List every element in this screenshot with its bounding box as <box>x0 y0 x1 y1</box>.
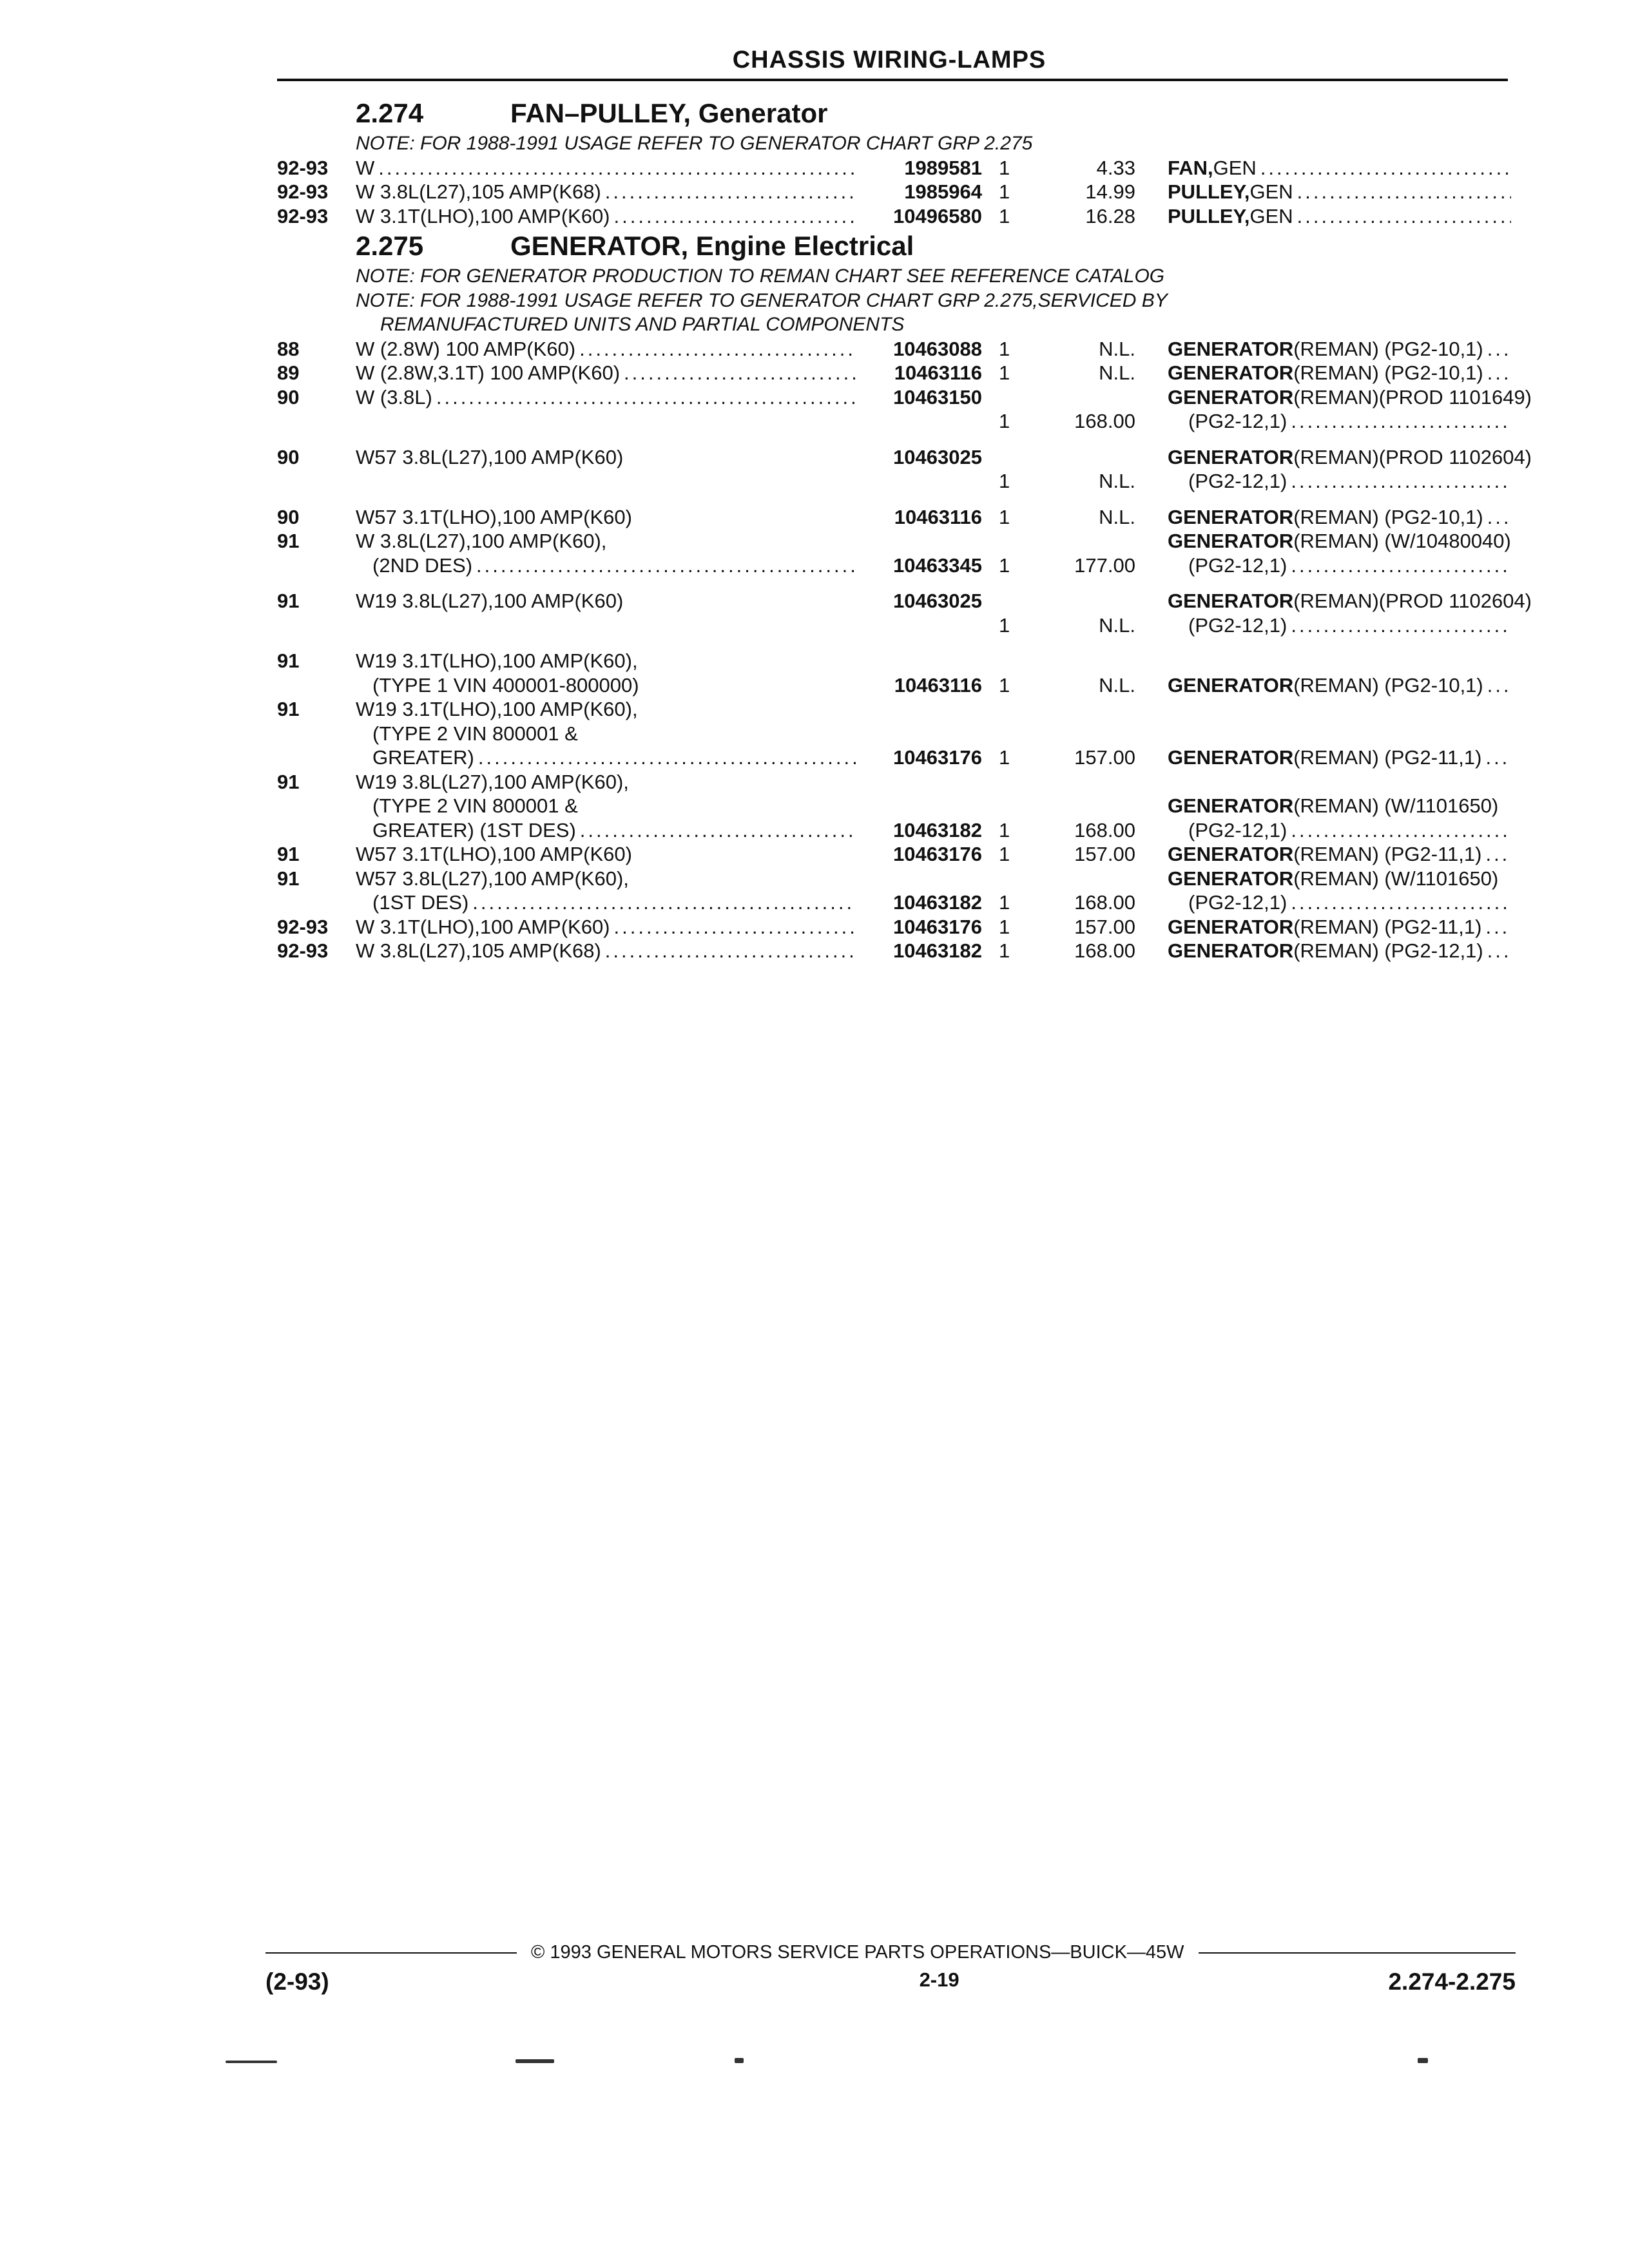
section-name: GENERATOR, Engine Electrical <box>510 231 914 261</box>
description-line <box>1168 180 1511 204</box>
quantity: 1 <box>999 891 1010 914</box>
model-line <box>356 818 982 843</box>
model-description <box>356 180 982 204</box>
part-name: GENERATOR <box>1168 530 1294 552</box>
model-year: 92-93 <box>277 939 329 962</box>
model-text: W19 3.1T(LHO),100 AMP(K60), <box>356 698 638 720</box>
model-text: (TYPE 2 VIN 800001 & <box>372 722 578 745</box>
quantity: 1 <box>999 180 1010 203</box>
scan-artifact <box>516 2059 554 2063</box>
header-rule <box>277 79 1508 81</box>
part-description <box>1135 385 1532 434</box>
price: 14.99 <box>1085 180 1135 203</box>
dot-leader <box>610 204 856 229</box>
dot-leader <box>1287 613 1511 638</box>
description-text: (REMAN) (PG2-10,1) <box>1293 361 1483 384</box>
description-line <box>1168 673 1511 698</box>
model-year: 91 <box>277 770 300 793</box>
dot-leader <box>1287 553 1511 578</box>
section-note: REMANUFACTURED UNITS AND PARTIAL COMPONENTS <box>380 314 905 335</box>
parts-catalog <box>277 95 1532 963</box>
section-note: NOTE: FOR 1988-1991 USAGE REFER TO GENERATOR CHART GRP 2.275,SERVICED BY <box>356 289 1168 311</box>
part-description <box>1135 361 1511 385</box>
description-text: (REMAN) (PG2-12,1) <box>1293 939 1483 962</box>
part-number: 10463182 <box>893 891 982 914</box>
model-text: W57 3.8L(L27),100 AMP(K60) <box>356 445 624 468</box>
page-number: 2-19 <box>919 1968 959 1991</box>
quantity: 1 <box>999 843 1010 865</box>
dot-leader <box>1481 842 1511 867</box>
part-name: GENERATOR <box>1168 590 1294 612</box>
description-line <box>1168 553 1511 578</box>
description-line <box>1168 529 1511 553</box>
part-name: PULLEY, <box>1168 204 1250 227</box>
description-line <box>1168 890 1511 915</box>
dot-leader <box>374 156 856 180</box>
part-number: 10463116 <box>894 505 982 528</box>
price: N.L. <box>1099 505 1135 528</box>
part-number: 10463176 <box>893 843 982 865</box>
description-text: (REMAN) (W/1101650) <box>1293 867 1499 890</box>
price: 168.00 <box>1074 818 1135 841</box>
part-row <box>277 697 1511 770</box>
model-text: W (3.8L) <box>356 385 432 408</box>
price: 168.00 <box>1074 891 1135 914</box>
part-row <box>277 505 1511 530</box>
model-line <box>356 385 982 410</box>
part-number: 10463176 <box>893 746 982 769</box>
quantity: 1 <box>999 156 1010 179</box>
dot-leader <box>1483 361 1511 385</box>
group-range: 2.274-2.275 <box>1388 1968 1516 1995</box>
dot-leader <box>1483 505 1511 530</box>
description-text: (PG2-12,1) <box>1188 410 1287 432</box>
model-description <box>356 842 982 867</box>
part-description <box>1135 842 1511 867</box>
model-text: GREATER) <box>372 746 474 769</box>
part-number: 10463088 <box>893 337 982 360</box>
part-row <box>277 589 1532 637</box>
quantity: 1 <box>999 553 1010 577</box>
dot-leader <box>620 361 856 385</box>
quantity: 1 <box>999 613 1010 637</box>
date-code: (2-93) <box>265 1968 329 1995</box>
model-text: W (2.8W) 100 AMP(K60) <box>356 337 576 360</box>
part-row <box>277 529 1511 577</box>
model-line <box>356 939 982 963</box>
dot-leader <box>601 939 856 963</box>
footer-rule-left <box>265 1952 517 1954</box>
model-text: W 3.8L(L27),100 AMP(K60), <box>356 530 607 552</box>
model-line <box>356 794 982 818</box>
part-number: 10463182 <box>893 939 982 962</box>
part-row <box>277 867 1511 915</box>
model-line <box>356 890 982 915</box>
description-line <box>1168 469 1511 494</box>
page-footer <box>265 1942 1516 1995</box>
model-text: W19 3.8L(L27),100 AMP(K60), <box>356 770 629 793</box>
dot-leader <box>472 553 856 578</box>
dot-leader <box>1481 915 1511 939</box>
dot-leader <box>468 890 856 915</box>
model-description <box>356 867 982 915</box>
model-line <box>356 722 982 746</box>
price: 168.00 <box>1074 939 1135 962</box>
model-text: W 3.8L(L27),105 AMP(K68) <box>356 180 601 203</box>
model-line <box>356 589 982 613</box>
dot-leader <box>432 385 856 410</box>
part-description <box>1135 529 1511 577</box>
section-number: 2.274 <box>356 98 424 128</box>
dot-leader <box>575 337 856 361</box>
model-year: 91 <box>277 649 300 672</box>
model-text: (TYPE 2 VIN 800001 & <box>372 794 578 817</box>
dot-leader <box>610 915 856 939</box>
part-name: GENERATOR <box>1168 843 1294 865</box>
dot-leader <box>601 180 856 204</box>
part-name: GENERATOR <box>1168 445 1294 468</box>
model-year: 91 <box>277 530 300 552</box>
model-line <box>356 553 982 578</box>
description-text: (PG2-12,1) <box>1188 613 1287 637</box>
section-note: NOTE: FOR GENERATOR PRODUCTION TO REMAN CHART SEE REFERENCE CATALOG <box>356 265 1165 287</box>
dot-leader <box>1287 890 1511 915</box>
part-name: GENERATOR <box>1168 505 1294 528</box>
scan-artifact <box>226 2061 277 2063</box>
model-description <box>356 204 982 229</box>
model-year: 90 <box>277 445 300 468</box>
model-description <box>356 697 982 770</box>
model-description <box>356 361 982 385</box>
part-name: GENERATOR <box>1168 794 1294 817</box>
part-description <box>1135 867 1511 915</box>
quantity: 1 <box>999 915 1010 938</box>
part-row <box>277 770 1511 843</box>
description-line <box>1168 361 1511 385</box>
model-year: 91 <box>277 590 300 612</box>
description-line <box>1168 385 1532 410</box>
model-year: 92-93 <box>277 156 329 179</box>
part-description <box>1135 337 1511 361</box>
description-line <box>1168 867 1511 891</box>
description-line <box>1168 204 1511 229</box>
price: N.L. <box>1099 470 1135 492</box>
model-text: W 3.1T(LHO),100 AMP(K60) <box>356 204 610 227</box>
description-text: (PG2-12,1) <box>1188 818 1287 841</box>
dot-leader <box>1293 180 1511 204</box>
model-text: W57 3.1T(LHO),100 AMP(K60) <box>356 843 632 865</box>
model-description <box>356 445 982 494</box>
part-name: PULLEY, <box>1168 180 1250 203</box>
description-text: (REMAN)(PROD 1102604) <box>1293 445 1532 468</box>
section-title <box>277 228 1511 264</box>
price: 168.00 <box>1074 410 1135 432</box>
model-text: W57 3.8L(L27),100 AMP(K60), <box>356 867 629 890</box>
part-description <box>1135 204 1511 229</box>
model-description <box>356 529 982 577</box>
dot-leader <box>1483 673 1511 698</box>
part-description <box>1135 697 1511 770</box>
part-number: 1985964 <box>904 180 982 203</box>
model-year: 91 <box>277 843 300 865</box>
dot-leader <box>1287 818 1511 843</box>
quantity: 1 <box>999 470 1010 492</box>
quantity: 1 <box>999 204 1010 227</box>
quantity: 1 <box>999 818 1010 841</box>
scan-artifact <box>735 2058 744 2063</box>
description-line <box>1168 794 1511 818</box>
part-number: 10463025 <box>893 445 982 468</box>
section-note: NOTE: FOR 1988-1991 USAGE REFER TO GENERATOR CHART GRP 2.275 <box>356 133 1033 154</box>
model-description <box>356 156 982 180</box>
model-text: (1ST DES) <box>372 891 469 914</box>
part-row <box>277 337 1511 361</box>
part-row <box>277 361 1511 385</box>
model-year: 90 <box>277 505 300 528</box>
part-name: GENERATOR <box>1168 746 1294 769</box>
catalog-section <box>277 228 1532 963</box>
part-number: 1989581 <box>904 156 982 179</box>
part-number: 10463182 <box>893 818 982 841</box>
part-name: FAN, <box>1168 156 1213 179</box>
part-name: GENERATOR <box>1168 361 1294 384</box>
model-text: GREATER) (1ST DES) <box>372 818 576 841</box>
description-text: GEN <box>1249 180 1293 203</box>
dot-leader <box>1287 409 1511 434</box>
model-description <box>356 915 982 939</box>
model-line <box>356 505 982 530</box>
scan-artifact <box>1418 2058 1428 2063</box>
description-text: GEN <box>1249 204 1293 227</box>
quantity: 1 <box>999 746 1010 769</box>
description-text: (REMAN) (W/10480040) <box>1293 530 1511 552</box>
model-line <box>356 337 982 361</box>
model-year: 88 <box>277 337 300 360</box>
description-line <box>1168 915 1511 939</box>
section-name: FAN–PULLEY, Generator <box>510 98 828 128</box>
part-number: 10463176 <box>893 915 982 938</box>
price: N.L. <box>1099 361 1135 384</box>
part-description <box>1135 649 1511 697</box>
part-row <box>277 180 1511 204</box>
part-description <box>1135 445 1532 494</box>
part-name: GENERATOR <box>1168 867 1294 890</box>
model-text: (2ND DES) <box>372 553 473 577</box>
description-text: (REMAN) (PG2-11,1) <box>1293 746 1482 769</box>
description-text: (PG2-12,1) <box>1188 891 1287 914</box>
part-number: 10463025 <box>893 590 982 612</box>
model-description <box>356 385 982 434</box>
model-year: 92-93 <box>277 204 329 227</box>
model-year: 90 <box>277 385 300 408</box>
dot-leader <box>1481 745 1511 770</box>
model-text: W19 3.8L(L27),100 AMP(K60) <box>356 590 624 612</box>
description-text: (REMAN) (PG2-10,1) <box>1293 337 1483 360</box>
part-description <box>1135 505 1511 530</box>
description-line <box>1168 939 1511 963</box>
part-name: GENERATOR <box>1168 915 1294 938</box>
description-line <box>1168 156 1511 180</box>
part-description <box>1135 156 1511 180</box>
quantity: 1 <box>999 410 1010 432</box>
model-line <box>356 842 982 867</box>
model-year: 89 <box>277 361 300 384</box>
part-number: 10496580 <box>893 204 982 227</box>
description-text: GEN <box>1213 156 1257 179</box>
part-name: GENERATOR <box>1168 337 1294 360</box>
part-name: GENERATOR <box>1168 385 1294 408</box>
part-number: 10463116 <box>894 673 982 697</box>
model-text: W 3.1T(LHO),100 AMP(K60) <box>356 915 610 938</box>
model-text: (TYPE 1 VIN 400001-800000) <box>372 673 639 697</box>
part-row <box>277 649 1511 697</box>
dot-leader <box>1483 337 1511 361</box>
model-text: W (2.8W,3.1T) 100 AMP(K60) <box>356 361 621 384</box>
dot-leader <box>474 745 856 770</box>
copyright-notice: © 1993 GENERAL MOTORS SERVICE PARTS OPERATIONS—BUICK—45W <box>531 1942 1184 1963</box>
model-description <box>356 505 982 530</box>
part-row <box>277 915 1511 939</box>
price: 157.00 <box>1074 915 1135 938</box>
price: 4.33 <box>1096 156 1135 179</box>
description-text: (REMAN) (PG2-10,1) <box>1293 505 1483 528</box>
description-line <box>1168 613 1511 638</box>
part-description <box>1135 939 1511 963</box>
dot-leader <box>1293 204 1511 229</box>
model-text: W 3.8L(L27),105 AMP(K68) <box>356 939 601 962</box>
description-text: (REMAN) (W/1101650) <box>1293 794 1499 817</box>
description-text: (REMAN)(PROD 1101649) <box>1293 385 1532 408</box>
model-line <box>356 867 982 891</box>
price: 16.28 <box>1085 204 1135 227</box>
part-number: 10463116 <box>894 361 982 384</box>
model-text: W <box>356 156 375 179</box>
part-description <box>1135 770 1511 843</box>
description-line <box>1168 505 1511 530</box>
dot-leader <box>576 818 856 843</box>
quantity: 1 <box>999 939 1010 962</box>
model-line <box>356 445 982 470</box>
description-text: (REMAN)(PROD 1102604) <box>1293 590 1532 612</box>
model-line <box>356 745 982 770</box>
description-line <box>1168 818 1511 843</box>
footer-rule-right <box>1199 1952 1516 1954</box>
description-line <box>1168 842 1511 867</box>
description-text: (REMAN) (PG2-11,1) <box>1293 915 1482 938</box>
model-year: 92-93 <box>277 915 329 938</box>
section-title <box>277 95 1511 131</box>
model-line <box>356 156 982 180</box>
model-line <box>356 697 982 722</box>
description-line <box>1168 337 1511 361</box>
price: N.L. <box>1099 613 1135 637</box>
price: N.L. <box>1099 673 1135 697</box>
part-description <box>1135 589 1532 637</box>
model-text: W19 3.1T(LHO),100 AMP(K60), <box>356 649 638 672</box>
description-text: (REMAN) (PG2-11,1) <box>1293 843 1482 865</box>
part-row <box>277 385 1532 434</box>
quantity: 1 <box>999 505 1010 528</box>
model-description <box>356 939 982 963</box>
part-description <box>1135 180 1511 204</box>
catalog-section <box>277 95 1511 228</box>
part-name: GENERATOR <box>1168 939 1294 962</box>
part-row <box>277 842 1511 867</box>
part-row <box>277 204 1511 229</box>
dot-leader <box>1483 939 1511 963</box>
model-description <box>356 337 982 361</box>
quantity: 1 <box>999 337 1010 360</box>
model-line <box>356 180 982 204</box>
model-line <box>356 529 982 553</box>
price: N.L. <box>1099 337 1135 360</box>
section-number: 2.275 <box>356 231 424 261</box>
description-line <box>1168 409 1511 434</box>
model-line <box>356 770 982 794</box>
model-line <box>356 915 982 939</box>
description-line <box>1168 445 1532 470</box>
dot-leader <box>1257 156 1511 180</box>
dot-leader <box>1287 469 1511 494</box>
price: 157.00 <box>1074 746 1135 769</box>
model-line <box>356 649 982 673</box>
model-description <box>356 589 982 637</box>
price: 157.00 <box>1074 843 1135 865</box>
model-year: 91 <box>277 867 300 890</box>
model-text: W57 3.1T(LHO),100 AMP(K60) <box>356 505 632 528</box>
model-year: 92-93 <box>277 180 329 203</box>
description-text: (PG2-12,1) <box>1188 470 1287 492</box>
price: 177.00 <box>1074 553 1135 577</box>
model-line <box>356 673 982 698</box>
model-line <box>356 361 982 385</box>
part-row <box>277 445 1532 494</box>
part-row <box>277 939 1511 963</box>
quantity: 1 <box>999 361 1010 384</box>
description-line <box>1168 589 1532 613</box>
description-line <box>1168 745 1511 770</box>
part-number: 10463345 <box>893 553 982 577</box>
page-header: CHASSIS WIRING-LAMPS <box>732 46 1046 73</box>
quantity: 1 <box>999 673 1010 697</box>
part-name: GENERATOR <box>1168 673 1294 697</box>
part-row <box>277 156 1511 180</box>
description-text: (PG2-12,1) <box>1188 553 1287 577</box>
model-description <box>356 649 982 697</box>
part-description <box>1135 915 1511 939</box>
model-year: 91 <box>277 698 300 720</box>
part-number: 10463150 <box>893 385 982 408</box>
description-text: (REMAN) (PG2-10,1) <box>1293 673 1483 697</box>
model-line <box>356 204 982 229</box>
model-description <box>356 770 982 843</box>
